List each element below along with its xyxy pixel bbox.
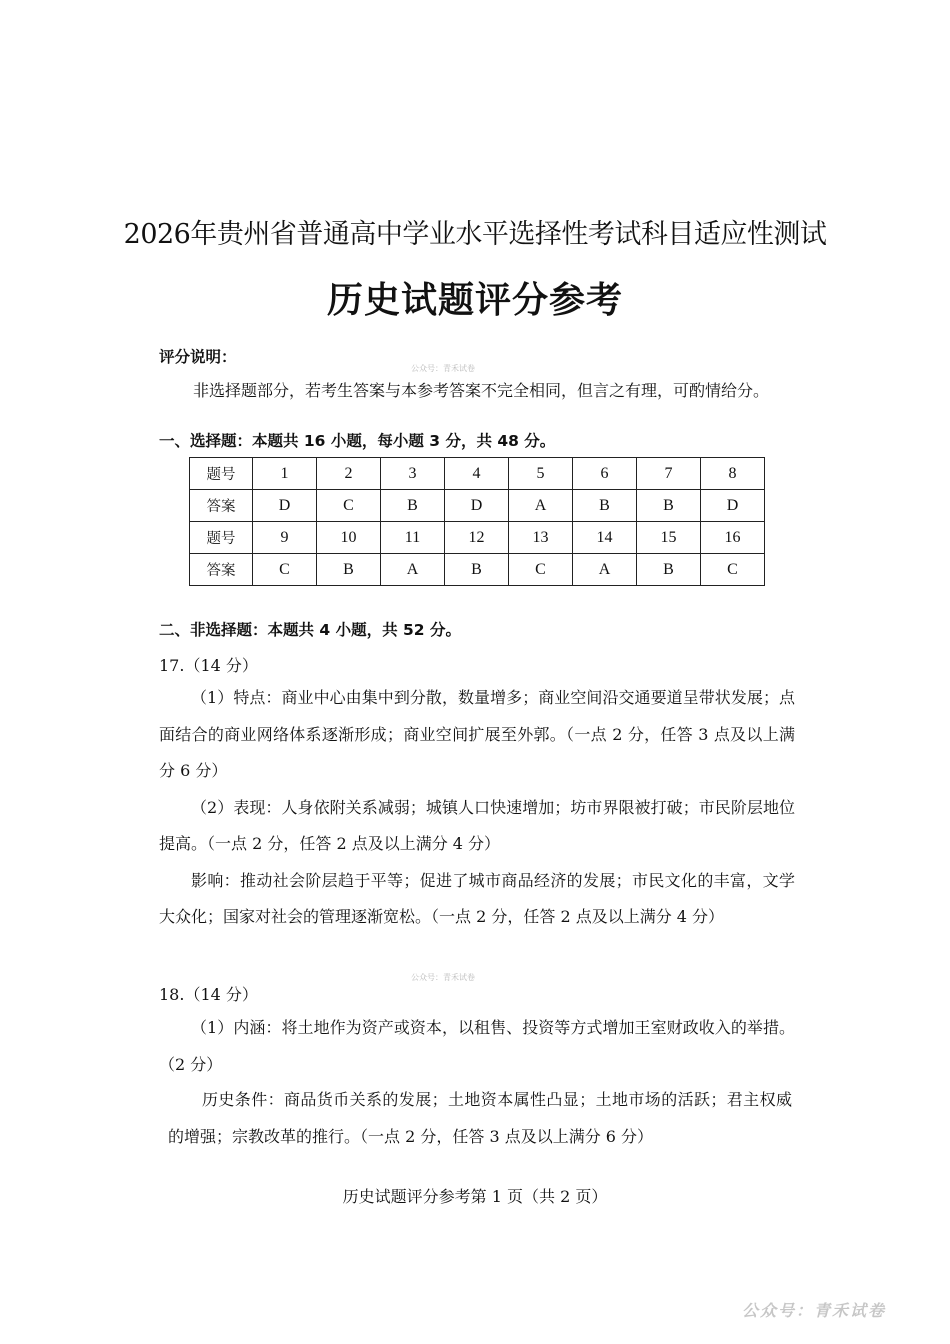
question-number: 3 bbox=[381, 458, 445, 490]
question-number: 9 bbox=[253, 522, 317, 554]
question-number: 11 bbox=[381, 522, 445, 554]
row-label-question: 题号 bbox=[190, 522, 253, 554]
question-number: 10 bbox=[317, 522, 381, 554]
question-number: 15 bbox=[637, 522, 701, 554]
q18-part2: 历史条件：商品货币关系的发展；土地资本属性凸显；土地市场的活跃；君主权威的增强；宗教改革的推行。（一点 2 分，任答 3 点及以上满分 6 分） bbox=[168, 1090, 792, 1146]
q17-part3: 影响：推动社会阶层趋于平等；促进了城市商品经济的发展；市民文化的丰富，文学大众化；国家对社会的管理逐渐宽松。（一点 2 分，任答 2 点及以上满分 4 分） bbox=[159, 870, 795, 926]
answer-cell: C bbox=[317, 490, 381, 522]
answer-cell: B bbox=[637, 554, 701, 586]
question-number: 5 bbox=[509, 458, 573, 490]
question-number: 14 bbox=[573, 522, 637, 554]
q18-title: 18.（14 分） bbox=[159, 985, 258, 1004]
document-title: 2026年贵州省普通高中学业水平选择性考试科目适应性测试 bbox=[123, 219, 827, 250]
question-number: 12 bbox=[445, 522, 509, 554]
answer-cell: B bbox=[317, 554, 381, 586]
q18-part1: （1）内涵：将土地作为资产或资本，以租售、投资等方式增加王室财政收入的举措。（2 分） bbox=[159, 1018, 795, 1074]
table-row bbox=[190, 458, 765, 490]
question-number: 6 bbox=[573, 458, 637, 490]
answer-cell: B bbox=[381, 490, 445, 522]
answer-cell: D bbox=[253, 490, 317, 522]
question-number: 7 bbox=[637, 458, 701, 490]
watermark-text: 公众号：青禾试卷 bbox=[411, 364, 475, 373]
question-number: 2 bbox=[317, 458, 381, 490]
grading-note-text: 非选择题部分，若考生答案与本参考答案不完全相同，但言之有理，可酌情给分。 bbox=[193, 381, 770, 400]
document-subtitle: 历史试题评分参考 bbox=[326, 279, 623, 321]
answer-cell: A bbox=[573, 554, 637, 586]
grading-note-label: 评分说明： bbox=[159, 348, 237, 366]
question-number: 1 bbox=[253, 458, 317, 490]
question-number: 16 bbox=[701, 522, 765, 554]
page-footer: 历史试题评分参考第 1 页（共 2 页） bbox=[342, 1187, 608, 1206]
table-row bbox=[190, 554, 765, 586]
table-row bbox=[190, 490, 765, 522]
answer-cell: D bbox=[701, 490, 765, 522]
answer-table bbox=[189, 457, 765, 586]
row-label-question: 题号 bbox=[190, 458, 253, 490]
row-label-answer: 答案 bbox=[190, 490, 253, 522]
q17-title: 17.（14 分） bbox=[159, 656, 258, 675]
answer-cell: C bbox=[509, 554, 573, 586]
question-number: 13 bbox=[509, 522, 573, 554]
q17-part1: （1）特点：商业中心由集中到分散，数量增多；商业空间沿交通要道呈带状发展；点面结合的商业网络体系逐渐形成；商业空间扩展至外郭。（一点 2 分，任答 3 点及以上满分 6 分） bbox=[159, 688, 795, 780]
table-row bbox=[190, 522, 765, 554]
row-label-answer: 答案 bbox=[190, 554, 253, 586]
answer-cell: D bbox=[445, 490, 509, 522]
section2-heading: 二、非选择题：本题共 4 小题，共 52 分。 bbox=[159, 621, 461, 639]
q18-body bbox=[159, 1010, 795, 1083]
answer-cell: B bbox=[637, 490, 701, 522]
watermark-text: 公众号：青禾试卷 bbox=[411, 973, 475, 982]
q17-part2: （2）表现：人身依附关系减弱；城镇人口快速增加；坊市界限被打破；市民阶层地位提高。（一点 2 分，任答 2 点及以上满分 4 分） bbox=[159, 797, 795, 853]
corner-watermark: 公众号：青禾试卷 bbox=[742, 1301, 887, 1320]
answer-cell: C bbox=[253, 554, 317, 586]
question-number: 4 bbox=[445, 458, 509, 490]
q17-body bbox=[159, 680, 795, 936]
question-number: 8 bbox=[701, 458, 765, 490]
answer-cell: A bbox=[509, 490, 573, 522]
answer-cell: C bbox=[701, 554, 765, 586]
answer-cell: B bbox=[573, 490, 637, 522]
section1-heading: 一、选择题：本题共 16 小题，每小题 3 分，共 48 分。 bbox=[159, 432, 556, 450]
answer-cell: A bbox=[381, 554, 445, 586]
q18-body-conditions bbox=[168, 1082, 792, 1155]
answer-cell: B bbox=[445, 554, 509, 586]
